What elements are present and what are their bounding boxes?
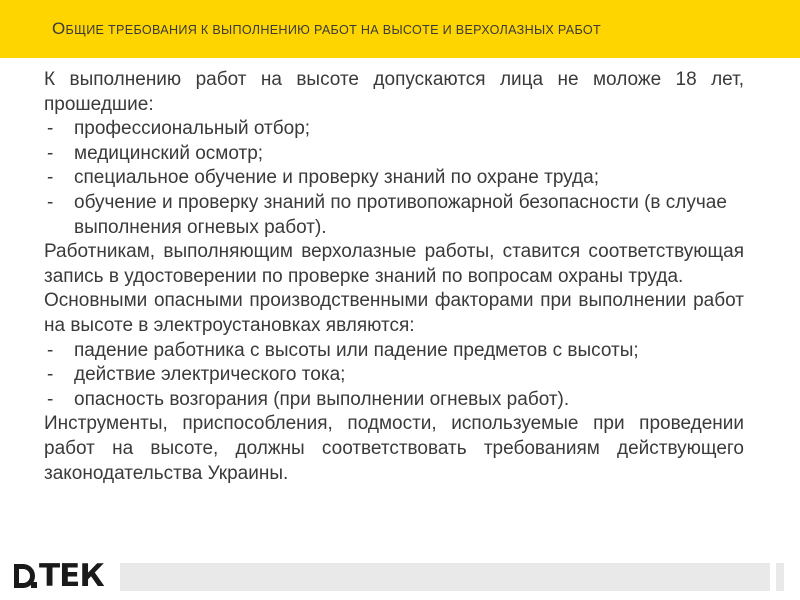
requirements-list xyxy=(44,117,744,240)
list-item: - опасность возгорания (при выполнении огневых работ). xyxy=(44,388,744,413)
slide-body xyxy=(44,68,744,486)
list-item: - медицинский осмотр; xyxy=(44,142,744,167)
list-item: - падение работника с высоты или падение предметов с высоты; xyxy=(44,339,744,364)
list-item: - профессиональный отбор; xyxy=(44,117,744,142)
list-item: - специальное обучение и проверку знаний по охране труда; xyxy=(44,166,744,191)
hazards-intro-paragraph: Основными опасными производственными факторами при выполнении работ на высоте в электроустановках являются: xyxy=(44,290,744,336)
slide-title: ОБЩИЕ ТРЕБОВАНИЯ К ВЫПОЛНЕНИЮ РАБОТ НА ВЫСОТЕ И ВЕРХОЛАЗНЫХ РАБОТ xyxy=(52,19,601,38)
certificate-paragraph: Работникам, выполняющим верхолазные работы, ставится соответствующая запись в удостоверении по проверке знаний по вопросам охраны труда. xyxy=(44,241,744,287)
slide-footer xyxy=(0,548,800,600)
hazards-list xyxy=(44,339,744,413)
tools-paragraph: Инструменты, приспособления, подмости, используемые при проведении работ на высоте, должны соответствовать требованиям действующего законодательства Украины. xyxy=(44,413,744,484)
footer-bar xyxy=(120,563,770,591)
logo-text: ТЕК xyxy=(39,558,104,594)
slide-header xyxy=(0,0,800,58)
list-item: - обучение и проверку знаний по противопожарной безопасности (в случае выполнения огневых работ). xyxy=(44,191,744,240)
dtek-d-mark-icon xyxy=(12,561,38,591)
dtek-logo xyxy=(12,558,104,594)
footer-bar-end xyxy=(776,563,784,591)
intro-paragraph: К выполнению работ на высоте допускаются лица не моложе 18 лет, прошедшие: xyxy=(44,69,744,115)
list-item: - действие электрического тока; xyxy=(44,363,744,388)
